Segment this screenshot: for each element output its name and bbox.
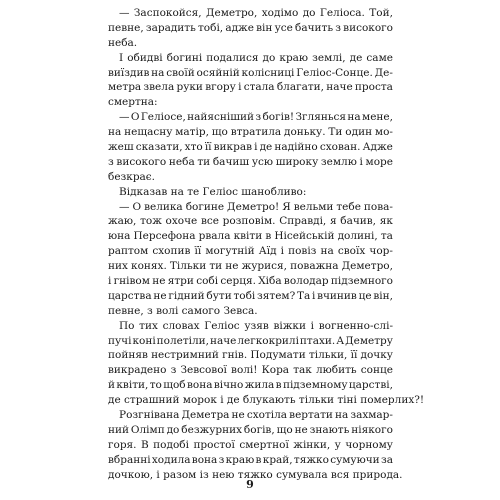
text-line: царства не гідний бути тобі зятем? Та і вчинив це він, xyxy=(108,289,393,302)
text-block xyxy=(108,6,425,483)
text-line: жаю, тож охоче все розповім. Справді, я бачив, як xyxy=(108,215,393,228)
text-line: пучі коні полетіли, наче легкокрилі птахи. А Деметру xyxy=(108,334,393,347)
text-line: виїздив на своїй осяйній колісниці Геліос-Сонце. Де- xyxy=(108,66,393,79)
text-line: Відказав на те Геліос шанобливо: xyxy=(119,185,307,198)
text-line: юна Персефона рвала квіти в Нісейській долині, та xyxy=(108,230,393,243)
text-line: вбранні ходила вона з краю в край, тяжко сумуючи за xyxy=(108,453,393,466)
text-line: з високого неба ти бачиш усю широку землю і море xyxy=(108,155,393,168)
text-line: певне, з волі самого Зевса. xyxy=(108,304,258,317)
text-line: й квіти, то щоб вона вічно жила в підземному царстві, xyxy=(108,379,393,392)
text-line: дочкою, і разом із нею тяжко сумувала вся природа. xyxy=(108,468,403,481)
text-line: пойняв нестримний гнів. Подумати тільки, її дочку xyxy=(108,349,393,362)
text-line: — О Геліосе, найясніший з богів! Зглянься на мене, xyxy=(119,111,393,124)
text-line: на нещасну матір, що втратила доньку. Ти один мо- xyxy=(108,126,393,139)
paragraph xyxy=(108,185,393,200)
text-line: безкрає. xyxy=(108,170,156,183)
paragraph xyxy=(108,51,393,111)
paragraph xyxy=(108,200,393,319)
text-line: раптом схопив її могутній Аїд і повіз на своїх чор- xyxy=(108,245,393,258)
paragraph xyxy=(108,6,393,51)
text-line: неба. xyxy=(108,36,138,49)
text-line: І обидві богині подалися до краю землі, де саме xyxy=(119,51,393,64)
text-line: горя. В подобі простої смертної жінки, у чорному xyxy=(108,438,393,451)
paragraph xyxy=(108,319,425,408)
text-line: жеш сказати, хто її викрав і де надійно схован. Адже xyxy=(108,141,393,154)
text-line: По тих словах Геліос узяв віжки і вогненно-слі- xyxy=(119,319,393,332)
text-line: де страшний морок і де блукають тільки тіні померлих?! xyxy=(108,394,425,407)
text-line: Розгнівана Деметра не схотіла вертати на захмар- xyxy=(119,409,393,422)
paragraph xyxy=(108,110,393,184)
page-number: 9 xyxy=(246,478,254,491)
text-line: певне, зарадить тобі, адже він усе бачить з високого xyxy=(108,21,393,34)
paragraph xyxy=(108,408,403,482)
text-line: — О велика богине Деметро! Я вельми тебе пова- xyxy=(119,200,393,213)
text-line: них конях. Тільки ти не журися, поважна Деметро, xyxy=(108,260,393,273)
text-line: — Заспокойся, Деметро, ходімо до Геліоса. Той, xyxy=(119,7,393,19)
text-line: і гнівом не ятри собі серця. Хіба володар підземного xyxy=(108,275,393,288)
text-line: смертна: xyxy=(108,96,158,109)
text-line: метра звела руки вгору і стала благати, наче проста xyxy=(108,81,393,94)
text-line: ний Олімп до безжурних богів, що не знають ніякого xyxy=(108,423,393,436)
text-line: викрадено з Зевсової волі! Кора так любить сонце xyxy=(108,364,393,377)
